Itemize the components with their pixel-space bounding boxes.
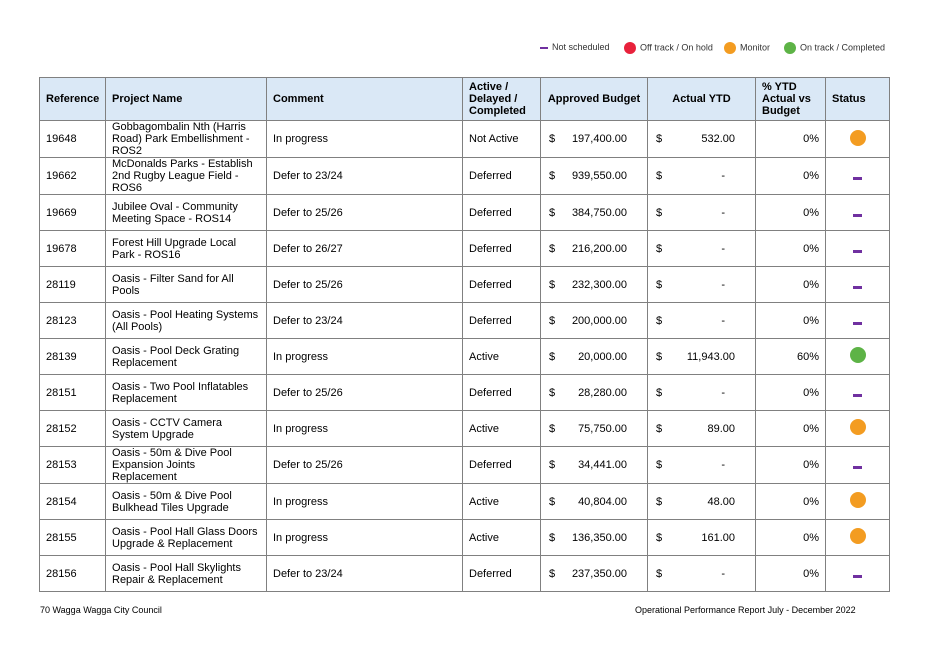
monitor-dot-icon	[724, 42, 736, 54]
reference-cell: 28119	[40, 267, 106, 303]
currency-symbol: $	[656, 206, 663, 219]
capital-works-table	[39, 77, 890, 592]
amount-value: -	[721, 170, 725, 182]
amount-value: 34,441.00	[578, 459, 627, 471]
currency-symbol: $	[549, 133, 556, 145]
project-name-cell: Jubilee Oval - Community Meeting Space - ROS14	[106, 195, 267, 231]
currency-symbol: $	[549, 386, 556, 399]
pct-ytd-cell: 0%	[756, 158, 826, 195]
approved-budget-cell	[541, 447, 648, 484]
state-cell: Deferred	[463, 231, 541, 267]
currency-symbol: $	[656, 531, 663, 544]
actual-ytd-cell	[648, 195, 756, 231]
state-cell: Active	[463, 520, 541, 556]
pct-ytd-cell: 0%	[756, 411, 826, 447]
pct-ytd-cell: 0%	[756, 520, 826, 556]
project-name-cell: Oasis - 50m & Dive Pool Expansion Joints Replacement	[106, 447, 267, 484]
amount-value: -	[721, 206, 725, 219]
project-name-cell: Oasis - Pool Heating Systems (All Pools)	[106, 303, 267, 339]
not-scheduled-dash-icon	[853, 322, 862, 325]
amount-value: -	[721, 386, 725, 399]
approved-budget-cell	[541, 231, 648, 267]
table-row	[40, 447, 890, 484]
state-cell: Deferred	[463, 195, 541, 231]
state-cell: Deferred	[463, 556, 541, 592]
actual-ytd-cell	[648, 447, 756, 484]
not-scheduled-dash-icon	[853, 394, 862, 397]
not-scheduled-dash-icon	[853, 466, 862, 469]
currency-symbol: $	[549, 422, 556, 435]
comment-cell: Defer to 23/24	[267, 556, 463, 592]
actual-ytd-cell	[648, 484, 756, 520]
amount-value: 197,400.00	[571, 133, 627, 145]
comment-cell: Defer to 25/26	[267, 267, 463, 303]
project-name-cell: Oasis - 50m & Dive Pool Bulkhead Tiles Upgrade	[106, 484, 267, 520]
project-name-cell: Oasis - CCTV Camera System Upgrade	[106, 411, 267, 447]
state-cell: Active	[463, 484, 541, 520]
actual-ytd-cell	[648, 303, 756, 339]
approved-budget-cell	[541, 411, 648, 447]
currency-symbol: $	[549, 567, 556, 580]
header-status: Status	[826, 78, 890, 121]
pct-ytd-cell: 0%	[756, 121, 826, 158]
table-row	[40, 339, 890, 375]
state-cell: Active	[463, 339, 541, 375]
currency-symbol: $	[656, 242, 663, 255]
approved-budget-cell	[541, 121, 648, 158]
currency-symbol: $	[549, 314, 556, 327]
not-scheduled-dash-icon	[853, 214, 862, 217]
status-cell	[826, 303, 890, 339]
reference-cell: 28156	[40, 556, 106, 592]
amount-value: 216,200.00	[571, 242, 627, 255]
status-cell	[826, 447, 890, 484]
currency-symbol: $	[549, 531, 556, 544]
project-name-cell: Gobbagombalin Nth (Harris Road) Park Embellishment - ROS2	[106, 121, 267, 158]
status-cell	[826, 375, 890, 411]
footer-report-title: Operational Performance Report July - December 2022	[635, 605, 856, 615]
approved-budget-cell	[541, 520, 648, 556]
amount-value: -	[721, 567, 725, 580]
amount-value: 75,750.00	[578, 422, 627, 435]
reference-cell: 28152	[40, 411, 106, 447]
status-cell	[826, 231, 890, 267]
comment-cell: In progress	[267, 411, 463, 447]
legend-on-track: On track / Completed	[784, 42, 885, 54]
approved-budget-cell	[541, 267, 648, 303]
amount-value: 48.00	[707, 495, 735, 508]
amount-value: 28,280.00	[578, 386, 627, 399]
header-pct-ytd: % YTD Actual vs Budget	[756, 78, 826, 121]
project-name-cell: Oasis - Filter Sand for All Pools	[106, 267, 267, 303]
status-cell	[826, 339, 890, 375]
header-state: Active / Delayed / Completed	[463, 78, 541, 121]
state-cell: Active	[463, 411, 541, 447]
currency-symbol: $	[656, 386, 663, 399]
table-row	[40, 231, 890, 267]
table-row	[40, 158, 890, 195]
status-cell	[826, 195, 890, 231]
state-cell: Not Active	[463, 121, 541, 158]
footer-page-info: 70 Wagga Wagga City Council	[40, 605, 162, 615]
pct-ytd-cell: 0%	[756, 484, 826, 520]
comment-cell: Defer to 25/26	[267, 447, 463, 484]
reference-cell: 19662	[40, 158, 106, 195]
on-track-dot-icon	[784, 42, 796, 54]
approved-budget-cell	[541, 158, 648, 195]
status-cell	[826, 267, 890, 303]
status-cell	[826, 484, 890, 520]
state-cell: Deferred	[463, 447, 541, 484]
currency-symbol: $	[656, 278, 663, 291]
reference-cell: 19678	[40, 231, 106, 267]
comment-cell: In progress	[267, 520, 463, 556]
status-cell	[826, 158, 890, 195]
state-cell: Deferred	[463, 267, 541, 303]
currency-symbol: $	[549, 206, 556, 219]
pct-ytd-cell: 0%	[756, 556, 826, 592]
amount-value: 384,750.00	[571, 206, 627, 219]
comment-cell: Defer to 25/26	[267, 195, 463, 231]
reference-cell: 28151	[40, 375, 106, 411]
pct-ytd-cell: 0%	[756, 303, 826, 339]
actual-ytd-cell	[648, 520, 756, 556]
comment-cell: In progress	[267, 484, 463, 520]
legend-not-scheduled: Not scheduled	[540, 42, 610, 52]
currency-symbol: $	[656, 422, 663, 435]
state-cell: Deferred	[463, 303, 541, 339]
actual-ytd-cell	[648, 158, 756, 195]
pct-ytd-cell: 0%	[756, 267, 826, 303]
currency-symbol: $	[656, 133, 663, 145]
reference-cell: 28153	[40, 447, 106, 484]
comment-cell: Defer to 26/27	[267, 231, 463, 267]
pct-ytd-cell: 60%	[756, 339, 826, 375]
table-row	[40, 520, 890, 556]
amount-value: -	[721, 314, 725, 327]
project-name-cell: Forest Hill Upgrade Local Park - ROS16	[106, 231, 267, 267]
not-scheduled-dash-icon	[540, 47, 548, 49]
pct-ytd-cell: 0%	[756, 195, 826, 231]
amount-value: -	[721, 278, 725, 291]
currency-symbol: $	[549, 350, 556, 363]
header-approved-budget: Approved Budget	[541, 78, 648, 121]
state-cell: Deferred	[463, 375, 541, 411]
amount-value: 40,804.00	[578, 495, 627, 508]
actual-ytd-cell	[648, 339, 756, 375]
project-name-cell: Oasis - Pool Hall Glass Doors Upgrade & Replacement	[106, 520, 267, 556]
comment-cell: Defer to 25/26	[267, 375, 463, 411]
legend-off-track: Off track / On hold	[624, 42, 713, 54]
comment-cell: Defer to 23/24	[267, 158, 463, 195]
reference-cell: 28139	[40, 339, 106, 375]
amount-value: 939,550.00	[571, 170, 627, 182]
amount-value: 136,350.00	[571, 531, 627, 544]
amount-value: 161.00	[701, 531, 735, 544]
table-row	[40, 121, 890, 158]
currency-symbol: $	[656, 459, 663, 471]
not-scheduled-dash-icon	[853, 575, 862, 578]
pct-ytd-cell: 0%	[756, 447, 826, 484]
reference-cell: 19669	[40, 195, 106, 231]
currency-symbol: $	[656, 170, 663, 182]
status-cell	[826, 411, 890, 447]
actual-ytd-cell	[648, 411, 756, 447]
header-actual-ytd: Actual YTD	[648, 78, 756, 121]
approved-budget-cell	[541, 484, 648, 520]
monitor-status-icon	[850, 528, 866, 544]
header-project-name: Project Name	[106, 78, 267, 121]
actual-ytd-cell	[648, 267, 756, 303]
table-row	[40, 195, 890, 231]
off-track-dot-icon	[624, 42, 636, 54]
project-name-cell: Oasis - Pool Deck Grating Replacement	[106, 339, 267, 375]
legend-monitor: Monitor	[724, 42, 770, 54]
approved-budget-cell	[541, 556, 648, 592]
reference-cell: 28123	[40, 303, 106, 339]
table-row	[40, 375, 890, 411]
reference-cell: 28155	[40, 520, 106, 556]
table-body	[40, 121, 890, 592]
comment-cell: Defer to 23/24	[267, 303, 463, 339]
table-row	[40, 556, 890, 592]
approved-budget-cell	[541, 339, 648, 375]
state-cell: Deferred	[463, 158, 541, 195]
currency-symbol: $	[549, 278, 556, 291]
currency-symbol: $	[549, 170, 556, 182]
currency-symbol: $	[549, 242, 556, 255]
amount-value: -	[721, 242, 725, 255]
reference-cell: 28154	[40, 484, 106, 520]
pct-ytd-cell: 0%	[756, 231, 826, 267]
table-header-row	[40, 78, 890, 121]
approved-budget-cell	[541, 195, 648, 231]
actual-ytd-cell	[648, 231, 756, 267]
monitor-status-icon	[850, 492, 866, 508]
amount-value: -	[721, 459, 725, 471]
project-name-cell: Oasis - Two Pool Inflatables Replacement	[106, 375, 267, 411]
reference-cell: 19648	[40, 121, 106, 158]
actual-ytd-cell	[648, 556, 756, 592]
currency-symbol: $	[656, 314, 663, 327]
status-cell	[826, 556, 890, 592]
comment-cell: In progress	[267, 121, 463, 158]
monitor-status-icon	[850, 130, 866, 146]
header-comment: Comment	[267, 78, 463, 121]
monitor-status-icon	[850, 419, 866, 435]
amount-value: 20,000.00	[578, 350, 627, 363]
not-scheduled-dash-icon	[853, 250, 862, 253]
table-row	[40, 411, 890, 447]
not-scheduled-dash-icon	[853, 286, 862, 289]
actual-ytd-cell	[648, 375, 756, 411]
header-reference: Reference	[40, 78, 106, 121]
amount-value: 89.00	[707, 422, 735, 435]
amount-value: 11,943.00	[686, 350, 735, 363]
currency-symbol: $	[549, 495, 556, 508]
currency-symbol: $	[549, 459, 556, 471]
amount-value: 200,000.00	[571, 314, 627, 327]
on-track-status-icon	[850, 347, 866, 363]
status-cell	[826, 121, 890, 158]
amount-value: 232,300.00	[571, 278, 627, 291]
currency-symbol: $	[656, 495, 663, 508]
currency-symbol: $	[656, 350, 663, 363]
actual-ytd-cell	[648, 121, 756, 158]
comment-cell: In progress	[267, 339, 463, 375]
amount-value: 532.00	[701, 133, 735, 145]
project-name-cell: McDonalds Parks - Establish 2nd Rugby League Field - ROS6	[106, 158, 267, 195]
project-name-cell: Oasis - Pool Hall Skylights Repair & Replacement	[106, 556, 267, 592]
table-row	[40, 267, 890, 303]
status-cell	[826, 520, 890, 556]
table-row	[40, 303, 890, 339]
amount-value: 237,350.00	[571, 567, 627, 580]
not-scheduled-dash-icon	[853, 177, 862, 180]
currency-symbol: $	[656, 567, 663, 580]
approved-budget-cell	[541, 375, 648, 411]
pct-ytd-cell: 0%	[756, 375, 826, 411]
approved-budget-cell	[541, 303, 648, 339]
table-row	[40, 484, 890, 520]
